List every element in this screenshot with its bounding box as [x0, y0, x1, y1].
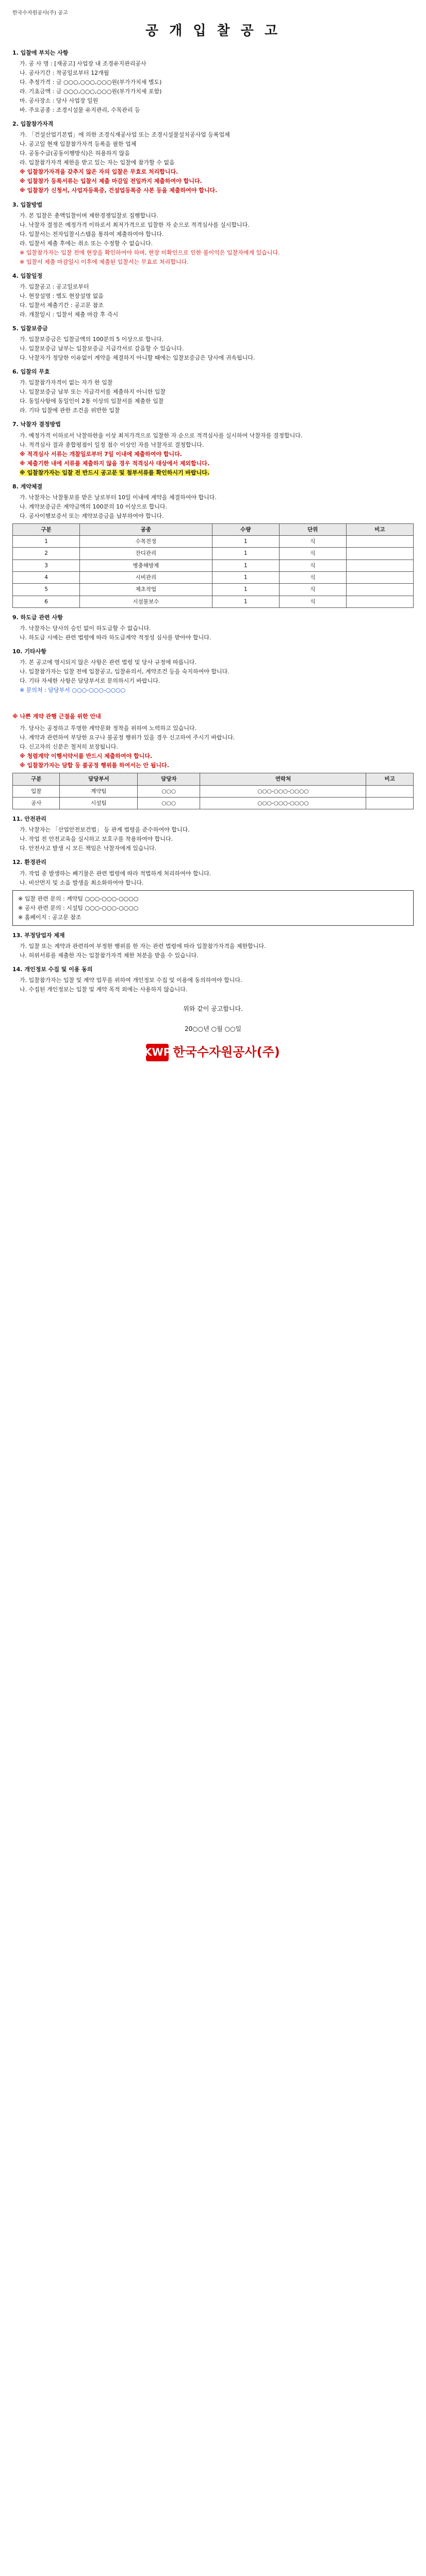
section-title: 6. 입찰의 무효	[12, 368, 50, 376]
sec10-line: 다. 기타 자세한 사항은 담당부서로 문의하시기 바랍니다.	[20, 677, 160, 685]
table-cell: 시비관리	[80, 572, 212, 584]
table-header-cell: 구분	[13, 523, 80, 535]
table-cell	[346, 560, 413, 571]
table-cell: 식	[279, 572, 346, 584]
part2-line: 다. 신고자의 신분은 철저히 보장됩니다.	[20, 743, 118, 751]
section-12	[12, 858, 414, 887]
sec1-line: 마. 공사장소 : 당사 사업장 일원	[20, 97, 99, 105]
part2-line: 나. 계약과 관련하여 부당한 요구나 불공정 행위가 있을 경우 신고하여 주시기 바랍니다.	[20, 734, 235, 741]
sec5-line: 나. 입찰보증금 납부는 입찰보증금 지급각서로 갈음할 수 있습니다.	[20, 345, 184, 352]
sec3-warning: ※ 입찰서 제출 마감일시 이후에 제출된 입찰서는 무효로 처리합니다.	[20, 258, 189, 265]
table-cell: ○○○-○○○-○○○○	[200, 785, 366, 797]
section-14	[12, 965, 414, 994]
table-row	[13, 536, 414, 548]
sec4-line: 라. 개찰일시 : 입찰서 제출 마감 후 즉시	[20, 311, 119, 318]
sec14-line: 가. 입찰참가자는 입찰 및 계약 업무를 위하여 개인정보 수집 및 이용에 동의하여야 합니다.	[20, 976, 242, 984]
section-title: 10. 기타사항	[12, 648, 46, 655]
table-cell: 2	[13, 548, 80, 560]
section-9	[12, 613, 414, 642]
section-title: 3. 입찰방법	[12, 201, 43, 208]
section-title: 11. 안전관리	[12, 816, 46, 823]
table-cell	[346, 572, 413, 584]
sec10-line: 가. 본 공고에 명시되지 않은 사항은 관련 법령 및 당사 규정에 따릅니다.	[20, 659, 196, 666]
table-cell: 식	[279, 596, 346, 607]
table-cell: 1	[212, 584, 279, 596]
section-title: 8. 계약체결	[12, 483, 43, 490]
table-cell: 4	[13, 572, 80, 584]
table-cell: ○○○	[138, 798, 200, 809]
section-title: 12. 환경관리	[12, 859, 46, 866]
sec12-line: 가. 작업 중 발생하는 폐기물은 관련 법령에 따라 적법하게 처리하여야 합니다.	[20, 870, 211, 877]
section-11	[12, 815, 414, 853]
sec7-line: 나. 적격심사 결과 종합평점이 일정 점수 이상인 자를 낙찰자로 결정합니다.	[20, 441, 204, 448]
logo-mark-icon: KWP	[146, 1044, 169, 1061]
section-title: 14. 개인정보 수집 및 이용 동의	[12, 965, 93, 973]
sec3-warning: ※ 입찰참가자는 입찰 전에 현장을 확인하여야 하며, 현장 미확인으로 인한 불이익은 입찰자에게 있습니다.	[20, 249, 280, 256]
table-cell: 시설팀	[60, 798, 138, 809]
table-cell	[366, 785, 414, 797]
part2-warning: ※ 입찰참가자는 담합 등 불공정 행위를 하여서는 안 됩니다.	[20, 762, 169, 769]
table-cell: 식	[279, 548, 346, 560]
sec13-line: 나. 허위서류를 제출한 자는 입찰참가자격 제한 처분을 받을 수 있습니다.	[20, 952, 199, 959]
sec4-line: 다. 입찰서 제출기간 : 공고문 참조	[20, 301, 104, 309]
table-header-cell: 담당부서	[60, 773, 138, 785]
sec2-line: 라. 입찰참가자격 제한을 받고 있는 자는 입찰에 참가할 수 없음	[20, 159, 175, 166]
sec2-warning: ※ 입찰참가 등록서류는 입찰서 제출 마감일 전일까지 제출하여야 합니다.	[20, 178, 202, 185]
table-header-row	[13, 773, 414, 785]
logo-text: 한국수자원공사(주)	[173, 1045, 280, 1060]
sec10-line: 나. 입찰참가자는 입찰 전에 입찰공고, 입찰유의서, 계약조건 등을 숙지하여야 합니다.	[20, 668, 230, 675]
table-header-cell: 공종	[80, 523, 212, 535]
section-title: 9. 하도급 관련 사항	[12, 614, 63, 621]
sec1-line: 라. 기초금액 : 금 ○○○,○○○,○○○원(부가가치세 포함)	[20, 88, 162, 95]
section-6	[12, 367, 414, 415]
table-cell: 5	[13, 584, 80, 596]
sec14-line: 나. 수집된 개인정보는 입찰 및 계약 목적 외에는 사용하지 않습니다.	[20, 986, 188, 993]
table-cell: ○○○-○○○-○○○○	[200, 798, 366, 809]
sec3-line: 나. 낙찰자 결정은 예정가격 이하로서 최저가격으로 입찰한 자 순으로 적격심사를 실시합니다.	[20, 221, 250, 228]
sec7-line: 가. 예정가격 이하로서 낙찰하한율 이상 최저가격으로 입찰한 자 순으로 적격심사를 실시하여 낙찰자를 결정합니다.	[20, 432, 303, 439]
sec11-line: 가. 낙찰자는 「산업안전보건법」 등 관계 법령을 준수하여야 합니다.	[20, 826, 190, 834]
table-cell: 식	[279, 560, 346, 571]
section-title: 2. 입찰참가자격	[12, 121, 54, 128]
section-4	[12, 272, 414, 319]
table-row	[13, 785, 414, 797]
table-cell: 병충해방제	[80, 560, 212, 571]
table-cell	[346, 548, 413, 560]
section-title: 13. 부정당업자 제재	[12, 931, 65, 939]
section-title: 5. 입찰보증금	[12, 325, 48, 332]
sec11-line: 다. 안전사고 발생 시 모든 책임은 낙찰자에게 있습니다.	[20, 845, 157, 852]
sec7-warning: ※ 제출기한 내에 서류를 제출하지 않을 경우 적격심사 대상에서 제외합니다.	[20, 460, 210, 467]
sec2-line: 나. 공고일 현재 입찰참가자격 등록을 필한 업체	[20, 141, 137, 148]
page-title: 공 개 입 찰 공 고	[145, 23, 281, 39]
section-5	[12, 324, 414, 362]
table-row	[13, 596, 414, 607]
table-row	[13, 560, 414, 571]
section-title: 4. 입찰일정	[12, 272, 43, 279]
sec13-line: 가. 입찰 또는 계약과 관련하여 부정한 행위를 한 자는 관련 법령에 따라 입찰참가자격을 제한합니다.	[20, 942, 266, 950]
sec2-line: 가. 「건설산업기본법」에 의한 조경식재공사업 또는 조경시설물설치공사업 등록업체	[20, 131, 230, 139]
table-header-cell: 연락처	[200, 773, 366, 785]
sec6-line: 가. 입찰참가자격이 없는 자가 한 입찰	[20, 379, 113, 386]
table-cell: 잔디관리	[80, 548, 212, 560]
table-cell: 계약팀	[60, 785, 138, 797]
sec9-line: 가. 낙찰자는 당사의 승인 없이 하도급할 수 없습니다.	[20, 624, 151, 632]
table-cell: ○○○	[138, 785, 200, 797]
sec4-line: 가. 입찰공고 : 공고일로부터	[20, 283, 89, 290]
table-header-row	[13, 523, 414, 535]
part2-title: ※ 나쁜 계약 관행 근절을 위한 안내	[12, 713, 101, 720]
sec3-line: 가. 본 입찰은 총액입찰이며 제한경쟁입찰로 집행합니다.	[20, 212, 158, 219]
sec9-line: 나. 하도급 시에는 관련 법령에 따라 하도급계약 적정성 심사를 받아야 합니다.	[20, 634, 211, 641]
section-13	[12, 931, 414, 960]
part2-line: 가. 당사는 공정하고 투명한 계약문화 정착을 위하여 노력하고 있습니다.	[20, 725, 197, 732]
table-cell: 시설물보수	[80, 596, 212, 607]
table-row	[13, 548, 414, 560]
table-cell: 1	[212, 596, 279, 607]
table-cell: 입찰	[13, 785, 60, 797]
sec5-line: 다. 낙찰자가 정당한 이유없이 계약을 체결하지 아니할 때에는 입찰보증금은 당사에 귀속됩니다.	[20, 354, 255, 362]
sec2-line: 다. 공동수급(공동이행방식)은 허용하지 않음	[20, 150, 130, 157]
table-header-cell: 비고	[366, 773, 414, 785]
section-1	[12, 48, 414, 114]
section-8	[12, 482, 414, 520]
table-cell: 식	[279, 536, 346, 548]
sec7-highlight: ※ 입찰참가자는 입찰 전 반드시 공고문 및 첨부서류를 확인하시기 바랍니다.	[20, 469, 210, 476]
work-items-table	[12, 523, 414, 608]
closing-statement: 위와 같이 공고합니다.	[183, 1005, 243, 1013]
section-title: 1. 입찰에 부치는 사항	[12, 49, 69, 56]
sec5-line: 가. 입찰보증금은 입찰금액의 100분의 5 이상으로 합니다.	[20, 336, 164, 343]
sec3-line: 라. 입찰서 제출 후에는 취소 또는 수정할 수 없습니다.	[20, 240, 153, 247]
table-cell: 제초작업	[80, 584, 212, 596]
sec12-line: 나. 비산먼지 및 소음 발생을 최소화하여야 합니다.	[20, 879, 144, 886]
sec7-warning: ※ 적격심사 서류는 개찰일로부터 7일 이내에 제출하여야 합니다.	[20, 450, 182, 457]
notice-box	[12, 890, 414, 926]
sec2-warning: ※ 입찰참가자격을 갖추지 않은 자의 입찰은 무효로 처리합니다.	[20, 168, 178, 176]
table-cell: 1	[13, 536, 80, 548]
table-row	[13, 584, 414, 596]
section-2	[12, 120, 414, 195]
sec3-line: 다. 입찰서는 전자입찰시스템을 통하여 제출하여야 합니다.	[20, 230, 164, 238]
part2-warning: ※ 청렴계약 이행서약서를 반드시 제출하여야 합니다.	[20, 753, 153, 760]
sec1-line: 바. 주요공종 : 조경시설물 유지관리, 수목관리 등	[20, 107, 140, 114]
section-title: 7. 낙찰자 결정방법	[12, 421, 61, 428]
table-cell	[366, 798, 414, 809]
contact-line: ※ 문의처 : 담당부서 ○○○-○○○-○○○○	[20, 687, 126, 694]
notice-date: 20○○년 ○월 ○○일	[184, 1025, 242, 1032]
sec6-line: 라. 기타 입찰에 관한 조건을 위반한 입찰	[20, 407, 120, 414]
sec8-line: 나. 계약보증금은 계약금액의 100분의 10 이상으로 합니다.	[20, 503, 168, 510]
table-cell: 1	[212, 536, 279, 548]
box-line: ※ 공사 관련 문의 : 시설팀 ○○○-○○○-○○○○	[18, 904, 139, 911]
table-header-cell: 비고	[346, 523, 413, 535]
table-cell: 1	[212, 572, 279, 584]
table-row	[13, 798, 414, 809]
table-header-cell: 단위	[279, 523, 346, 535]
table-cell: 3	[13, 560, 80, 571]
table-row	[13, 572, 414, 584]
section-7	[12, 420, 414, 477]
section-3	[12, 200, 414, 266]
sec6-line: 다. 동일사항에 동일인이 2통 이상의 입찰서를 제출한 입찰	[20, 398, 164, 405]
company-logo	[12, 1043, 414, 1062]
table-cell	[346, 584, 413, 596]
sec1-line: 가. 공 사 명 : [재공고] 사업장 내 조경유지관리공사	[20, 60, 146, 67]
sec11-line: 나. 작업 전 안전교육을 실시하고 보호구를 착용하여야 합니다.	[20, 836, 173, 843]
table-cell: 6	[13, 596, 80, 607]
table-cell: 1	[212, 548, 279, 560]
contact-table	[12, 773, 414, 809]
table-cell: 식	[279, 584, 346, 596]
sec8-line: 다. 공사이행보증서 또는 계약보증금을 납부하여야 합니다.	[20, 512, 164, 519]
table-cell: 수목전정	[80, 536, 212, 548]
sec2-warning: ※ 입찰참가 신청서, 사업자등록증, 건설업등록증 사본 등을 제출하여야 합니다.	[20, 187, 218, 194]
sec4-line: 나. 현장설명 : 별도 현장설명 없음	[20, 292, 104, 299]
box-line: ※ 입찰 관련 문의 : 계약팀 ○○○-○○○-○○○○	[18, 895, 139, 902]
table-header-cell: 수량	[212, 523, 279, 535]
table-cell: 1	[212, 560, 279, 571]
table-header-cell: 담당자	[138, 773, 200, 785]
table-cell	[346, 536, 413, 548]
table-cell: 공사	[13, 798, 60, 809]
sec1-line: 다. 추정가격 : 금 ○○○,○○○,○○○원(부가가치세 별도)	[20, 78, 162, 86]
table-header-cell: 구분	[13, 773, 60, 785]
sec1-line: 나. 공사기간 : 착공일로부터 12개월	[20, 69, 109, 76]
section-10	[12, 647, 414, 694]
org-header: 한국수자원공사(주) 공고	[12, 10, 68, 16]
sec6-line: 나. 입찰보증금 납부 또는 지급각서를 제출하지 아니한 입찰	[20, 388, 166, 396]
sec8-line: 가. 낙찰자는 낙찰통보를 받은 날로부터 10일 이내에 계약을 체결하여야 합니다.	[20, 494, 217, 501]
table-cell	[346, 596, 413, 607]
box-line: ※ 홈페이지 : 공고문 참조	[18, 913, 81, 921]
